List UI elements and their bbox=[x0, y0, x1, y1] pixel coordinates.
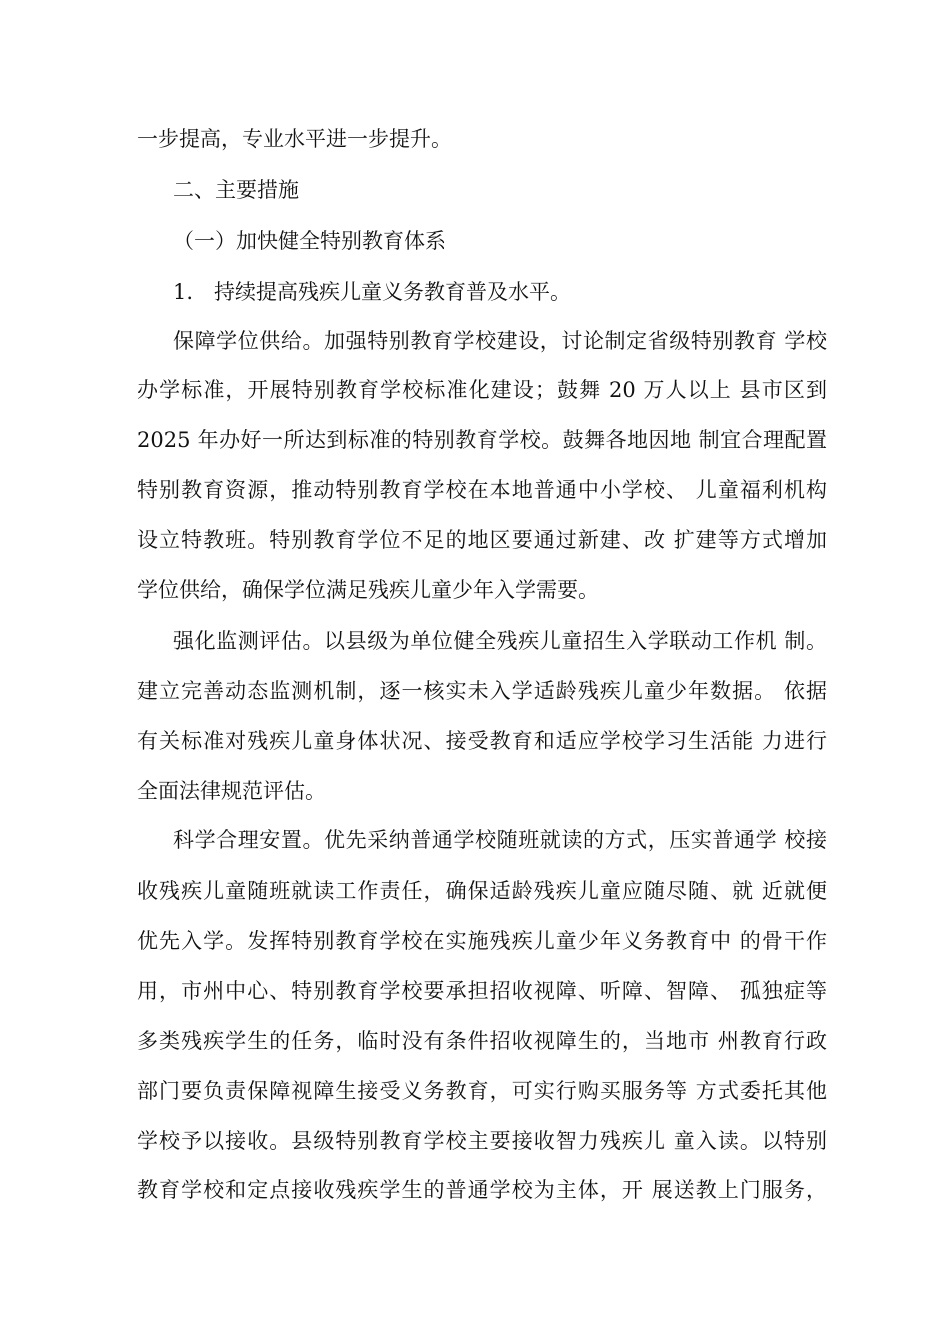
subsection-heading: （一）加快健全特别教育体系 bbox=[173, 229, 446, 253]
text-line: 有关标准对残疾儿童身体状况、接受教育和适应学校学习生活能 力进行 bbox=[137, 729, 827, 753]
text-line: 优先入学。发挥特别教育学校在实施残疾儿童少年义务教育中 的骨干作 bbox=[137, 929, 827, 953]
text-line: 强化监测评估。以县级为单位健全残疾儿童招生入学联动工作机 制。 bbox=[173, 629, 827, 653]
text-line: 教育学校和定点接收残疾学生的普通学校为主体，开 展送教上门服务， bbox=[137, 1178, 827, 1202]
text-line: 多类残疾学生的任务，临时没有条件招收视障生的，当地市 州教育行政 bbox=[137, 1029, 827, 1053]
item-heading: 1. 持续提高残疾儿童义务教育普及水平。 bbox=[173, 280, 572, 304]
text-line: 学位供给，确保学位满足残疾儿童少年入学需要。 bbox=[137, 578, 599, 602]
text-line: 部门要负责保障视障生接受义务教育，可实行购买服务等 方式委托其他 bbox=[137, 1079, 827, 1103]
text-line: 学校予以接收。县级特别教育学校主要接收智力残疾儿 童入读。以特别 bbox=[137, 1129, 827, 1153]
text-line: 用，市州中心、特别教育学校要承担招收视障、听障、智障、 孤独症等 bbox=[137, 979, 827, 1003]
text-line: 收残疾儿童随班就读工作责任，确保适龄残疾儿童应随尽随、就 近就便 bbox=[137, 879, 827, 903]
text-line: 办学标准，开展特别教育学校标准化建设；鼓舞 20 万人以上 县市区到 bbox=[137, 378, 827, 402]
text-line: 建立完善动态监测机制，逐一核实未入学适龄残疾儿童少年数据。 依据 bbox=[137, 679, 827, 703]
text-line: 设立特教班。特别教育学位不足的地区要通过新建、改 扩建等方式增加 bbox=[137, 528, 827, 552]
section-heading: 二、主要措施 bbox=[173, 178, 299, 202]
text-line: 科学合理安置。优先采纳普通学校随班就读的方式，压实普通学 校接 bbox=[173, 828, 827, 852]
text-line: 2025 年办好一所达到标准的特别教育学校。鼓舞各地因地 制宜合理配置 bbox=[137, 428, 827, 452]
text-line: 全面法律规范评估。 bbox=[137, 779, 326, 803]
text-line: 保障学位供给。加强特别教育学校建设，讨论制定省级特别教育 学校 bbox=[173, 329, 827, 353]
text-line: 特别教育资源，推动特别教育学校在本地普通中小学校、 儿童福利机构 bbox=[137, 478, 827, 502]
text-line: 一步提高，专业水平进一步提升。 bbox=[137, 127, 452, 151]
